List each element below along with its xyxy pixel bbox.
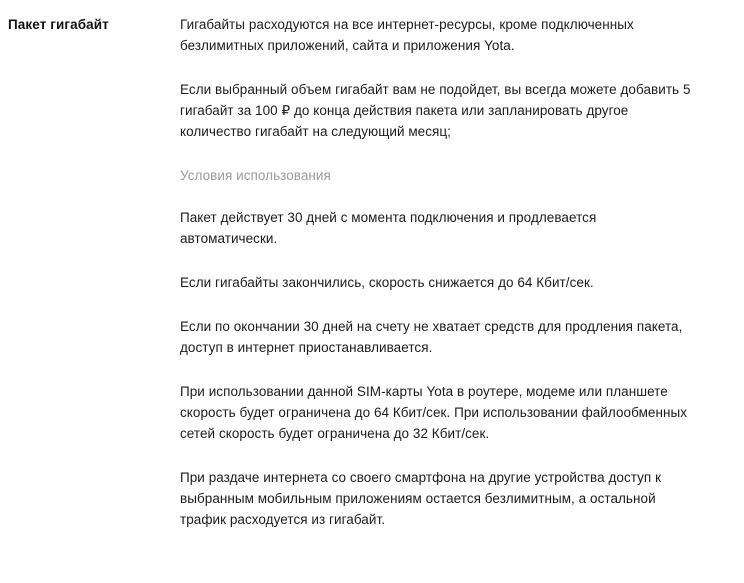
- term-package-duration: Пакет действует 30 дней с момента подключения и продлевается автоматически.: [180, 210, 597, 246]
- term-insufficient-funds: Если по окончании 30 дней на счету не хватает средств для продления пакета, доступ в интернет приостанавливается.: [180, 319, 683, 355]
- term-tethering: При раздаче интернета со своего смартфона на другие устройства доступ к выбранным мобильным приложениям остается безлимитным, а остальной трафик расходуется из гигабайт.: [180, 470, 662, 527]
- paragraph-data-usage: Гигабайты расходуются на все интернет-ресурсы, кроме подключенных безлимитных приложений, сайта и приложения Yota.: [180, 17, 634, 53]
- section-content: [180, 14, 696, 530]
- term-router-modem-tablet: При использовании данной SIM-карты Yota в роутере, модеме или планшете скорость будет ограничена до 64 Кбит/сек. При использовании файлообменных сетей скорость будет ограничена до 32 Кбит/сек.: [180, 384, 688, 441]
- paragraph-extra-gigabytes: Если выбранный объем гигабайт вам не подойдет, вы всегда можете добавить 5 гигабайт за 100 ₽ до конца действия пакета или запланировать другое количество гигабайт на следующий месяц;: [180, 82, 691, 139]
- subheading-usage-terms: Условия использования: [180, 168, 331, 183]
- term-speed-reduction: Если гигабайты закончились, скорость снижается до 64 Кбит/сек.: [180, 275, 594, 290]
- section-title: Пакет гигабайт: [8, 17, 109, 32]
